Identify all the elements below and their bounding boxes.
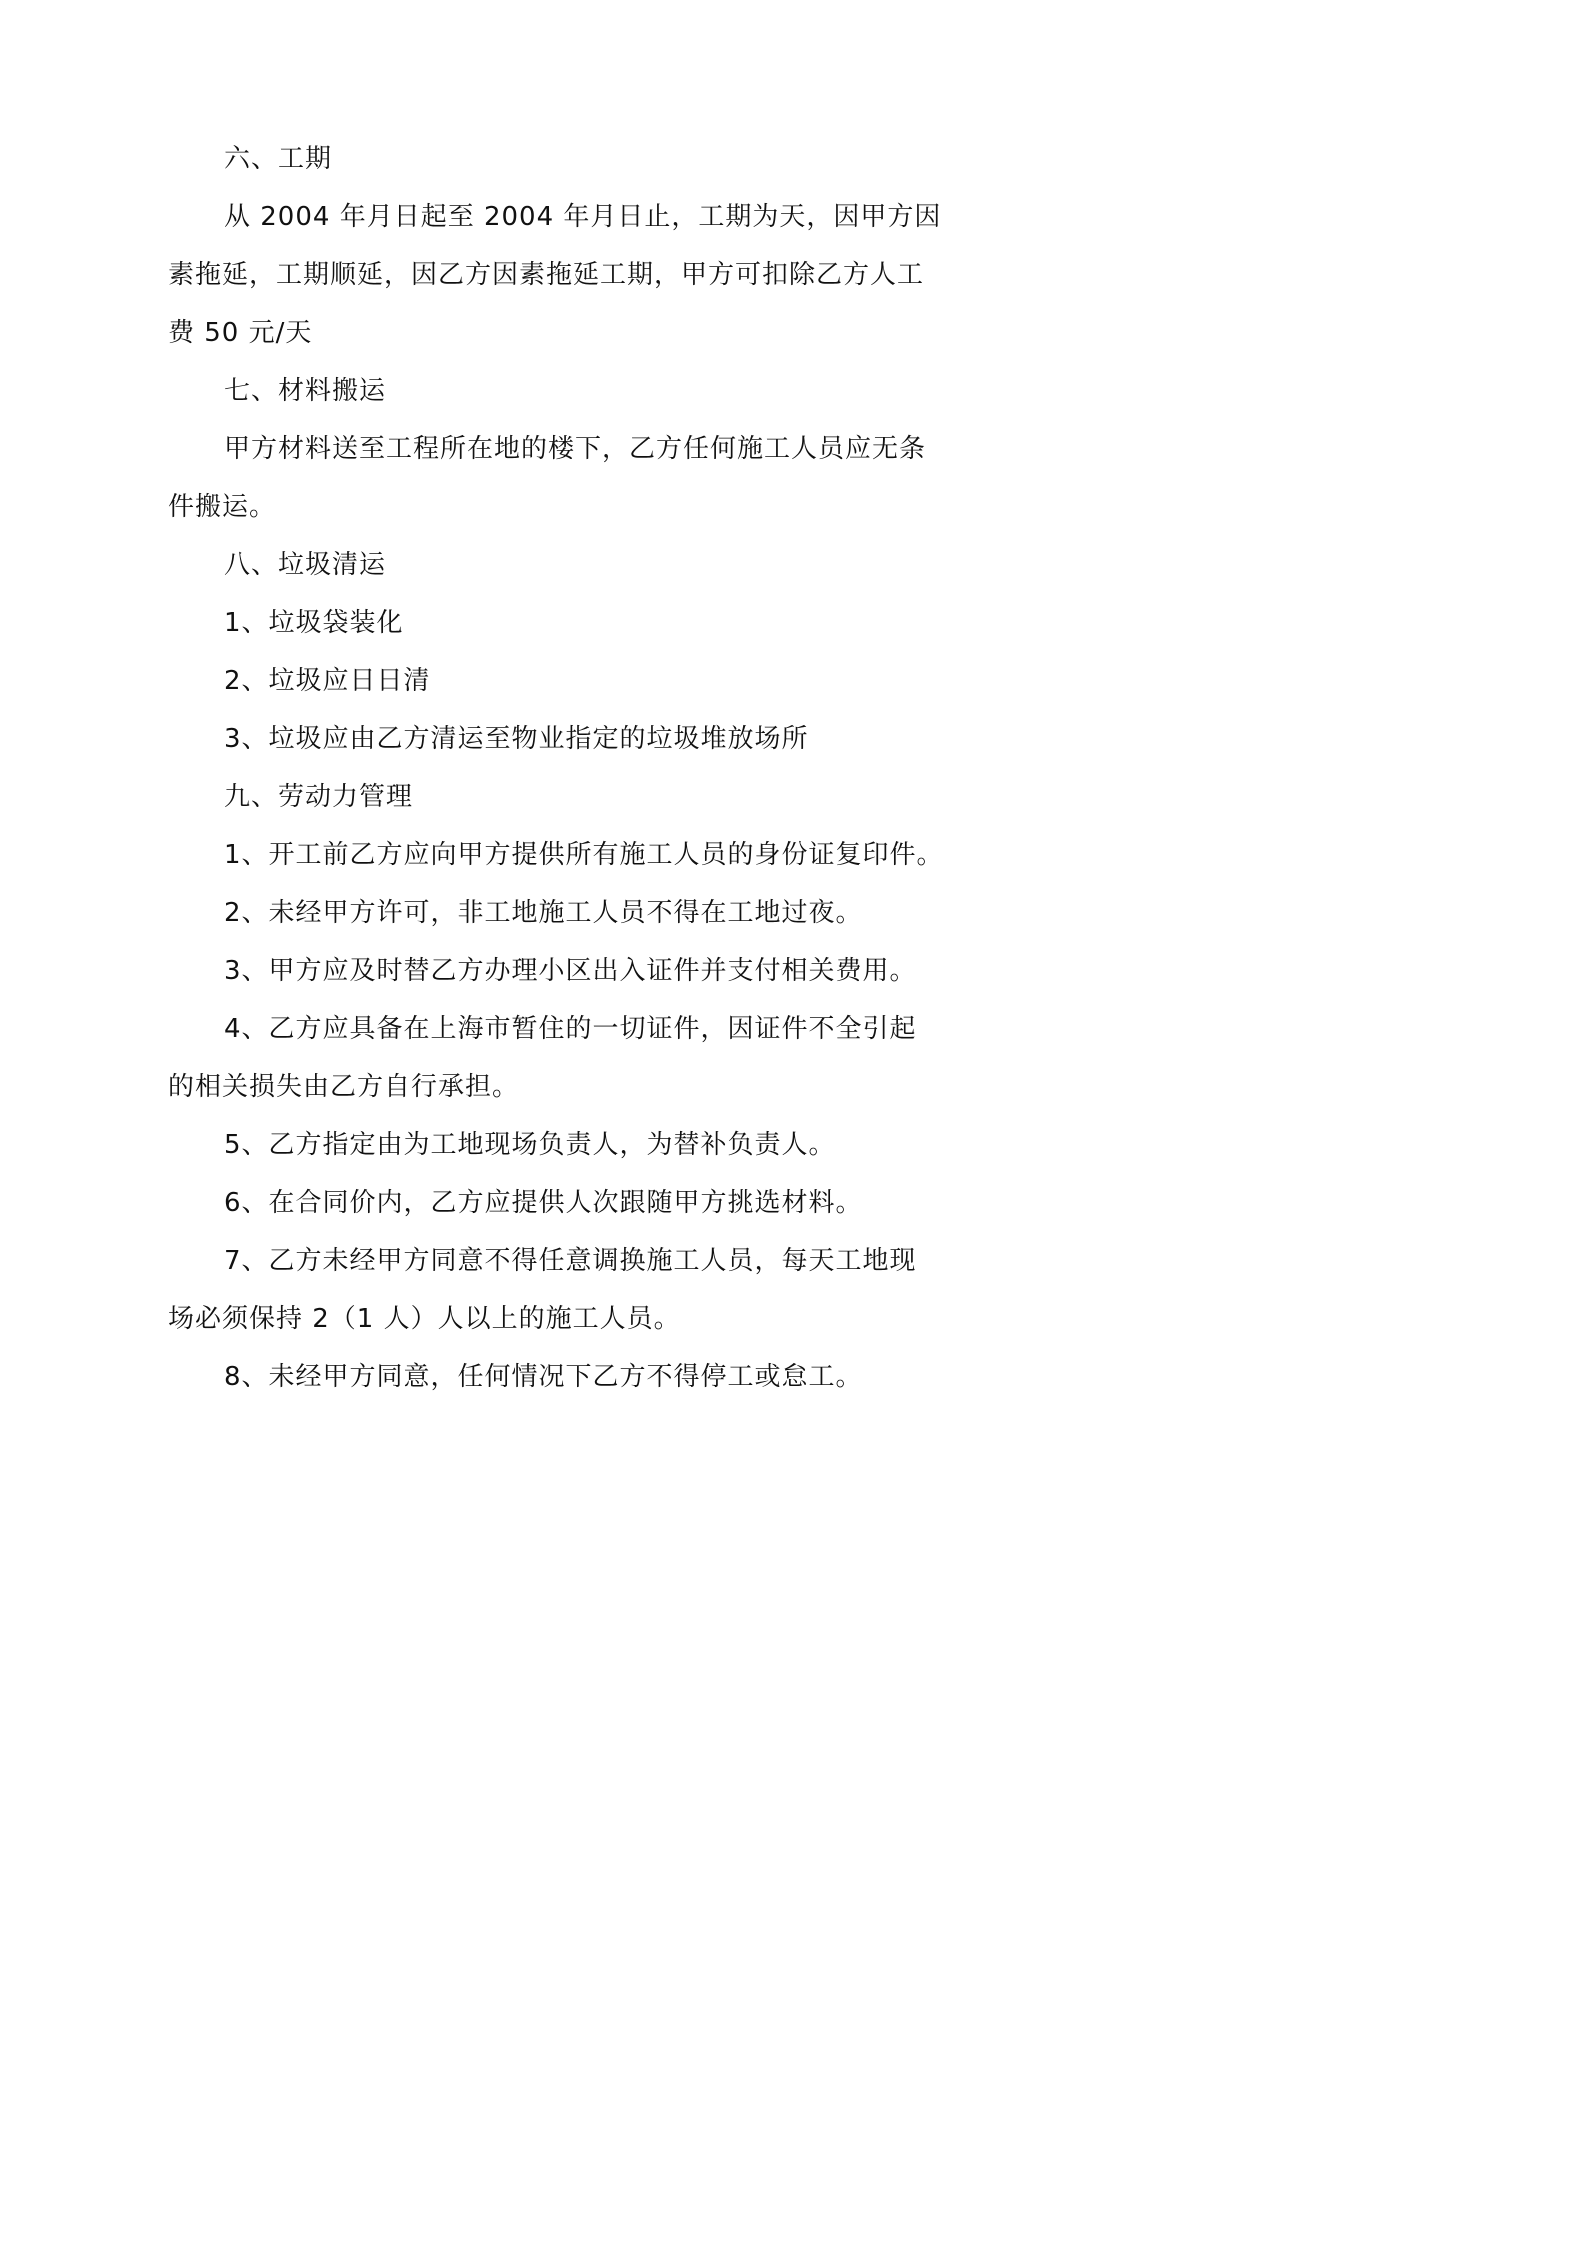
list-item: 6、在合同价内，乙方应提供人次跟随甲方挑选材料。: [224, 1188, 863, 1218]
list-item: 7、乙方未经甲方同意不得任意调换施工人员，每天工地现: [224, 1246, 917, 1276]
document-page: [0, 0, 1101, 1558]
list-item: 3、垃圾应由乙方清运至物业指定的垃圾堆放场所: [224, 724, 809, 754]
list-item: 2、垃圾应日日清: [224, 666, 431, 696]
paragraph-line: 件搬运。: [168, 492, 277, 522]
paragraph-line: 从 2004 年月日起至 2004 年月日止，工期为天，因甲方因: [224, 202, 942, 232]
section-heading-labor: 九、劳动力管理: [224, 782, 414, 812]
list-item: 2、未经甲方许可，非工地施工人员不得在工地过夜。: [224, 898, 863, 928]
list-item: 8、未经甲方同意，任何情况下乙方不得停工或怠工。: [224, 1362, 863, 1392]
list-item-continuation: 的相关损失由乙方自行承担。: [168, 1072, 520, 1102]
section-heading-garbage: 八、垃圾清运: [224, 550, 387, 580]
paragraph-line: 费 50 元/天: [168, 318, 313, 348]
section-heading-material-transport: 七、材料搬运: [224, 376, 387, 406]
list-item-continuation: 场必须保持 2（1 人）人以上的施工人员。: [168, 1304, 681, 1334]
list-item: 3、甲方应及时替乙方办理小区出入证件并支付相关费用。: [224, 956, 917, 986]
paragraph-line: 甲方材料送至工程所在地的楼下，乙方任何施工人员应无条: [224, 434, 927, 464]
list-item: 4、乙方应具备在上海市暂住的一切证件，因证件不全引起: [224, 1014, 917, 1044]
paragraph-line: 素拖延，工期顺延，因乙方因素拖延工期，甲方可扣除乙方人工: [168, 260, 925, 290]
section-heading-schedule: 六、工期: [224, 144, 333, 174]
list-item: 5、乙方指定由为工地现场负责人，为替补负责人。: [224, 1130, 836, 1160]
list-item: 1、开工前乙方应向甲方提供所有施工人员的身份证复印件。: [224, 840, 944, 870]
list-item: 1、垃圾袋装化: [224, 608, 404, 638]
